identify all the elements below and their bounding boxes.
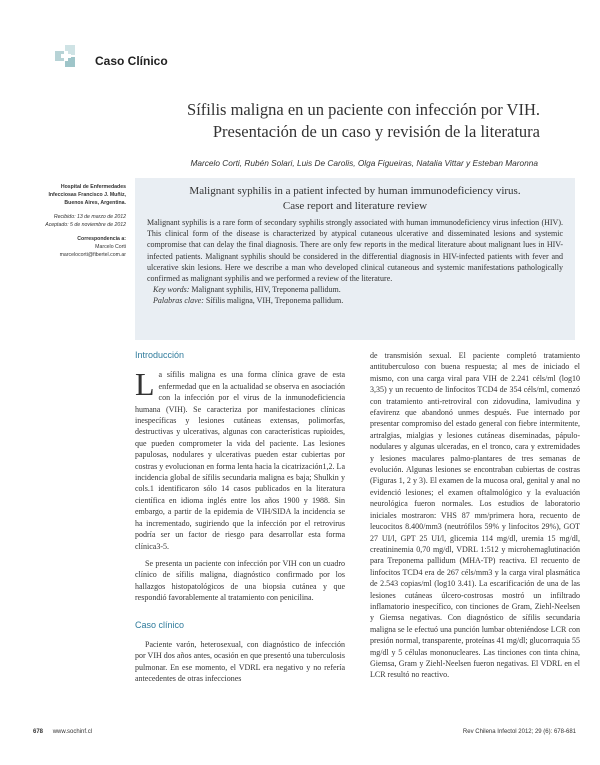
article-title-line2: Presentación de un caso y revisión de la literatura: [212, 122, 540, 141]
article-title: [150, 99, 540, 143]
right-column: [370, 350, 580, 687]
abstract-title-line1: Malignant syphilis in a patient infected by human immunodeficiency virus.: [189, 185, 521, 197]
footer-left: [33, 729, 92, 735]
correspondence-label: Correspondencia a:: [77, 236, 126, 242]
intro-paragraph-1: [135, 366, 345, 552]
accepted-date: Aceptado: 5 de noviembre de 2012: [45, 222, 126, 228]
author-list: Marcelo Corti, Rubén Solari, Luis De Carolis, Olga Figueiras, Natalia Vittar y Esteban Maronna: [190, 158, 538, 168]
case-heading: Caso clínico: [135, 619, 185, 630]
correspondence-email[interactable]: marcelocorti@fibertel.com.ar: [59, 252, 126, 258]
case-paragraph-1: Paciente varón, heterosexual, con diagnóstico de infección por VIH dos años antes, ocasión en que presentó una tuberculosis pulmonar. En ese momento, el VDRL era negativo y no refería antecedentes de otras infecciones: [135, 639, 345, 684]
intro-heading: Introducción: [135, 350, 185, 360]
affiliation-line1: Hospital de Enfermedades: [60, 184, 126, 190]
footer-citation: Rev Chilena Infectol 2012; 29 (6): 678-681: [462, 729, 576, 735]
website-link[interactable]: www.sochinf.cl: [52, 729, 93, 735]
affiliation-line3: Buenos Aires, Argentina.: [64, 200, 126, 206]
palabras-line: [147, 295, 563, 306]
palabras: Sífilis maligna, VIH, Treponema pallidum.: [205, 296, 344, 306]
received-date: Recibido: 13 de marzo de 2012: [53, 214, 126, 220]
dropcap: L: [135, 366, 155, 403]
keywords: Malignant syphilis, HIV, Treponema pallidum.: [191, 285, 341, 295]
abstract-box: [135, 178, 575, 340]
abstract-body: Malignant syphilis is a rare form of secondary syphilis strongly associated with human immunodeficiency virus infection (HIV). This clinical form of the disease is characterized by atypical cutaneous ulcerative and disseminated lesions and systemic compromise that can delay the final diagnosis. There are only few reports in the medical literature about malignant lues in HIV-infected patients. Malignant syphilis should be considered in the differential diagnosis in HIV-infected patients with fever and ulcerative skin lesions. Here we describe a man who developed clinical cutaneous and systemic manifestations pathologically confirmed as malignant syphilis and we performed a review of the literature.: [147, 218, 563, 284]
intro-paragraph-2: Se presenta un paciente con infección por VIH con un cuadro clínico de sífilis maligna, diagnóstico confirmado por los hallazgos histopatológicos de una biopsia cutánea y que respondió favorablemente al tratamiento con penicilina.: [135, 558, 345, 603]
article-title-line1: Sífilis maligna en un paciente con infección por VIH.: [187, 100, 540, 119]
left-column: [135, 350, 345, 691]
case-paragraph-continued: de transmisión sexual. El paciente completó tratamiento antituberculoso con buena respuesta; al mes de iniciado el mismo, con una carga viral para VIH de 2.241 céls/ml (log10 3,35) y un recuento de linfocitos TCD4 de 354 céls/ml, comenzó con tratamiento anti-retroviral con zidovudina, lamivudina y efavirenz que abandonó unmes después. Fue internado por presentar compromiso del estado general con fiebre intermitente, artralgias, mialgias y lesiones cutáneas diseminadas, pápulo-nodulares y algunas ulceradas, en el tronco, cara y extremidades y lesiones maculares palmo-plantares de tres semanas de evolución. Algunas lesiones se encontraban cubiertas de costras (Figuras 1, 2 y 3). El examen de la mucosa oral, genital y anal no evidenció lesiones; el examen oftalmológico y la evaluación neurológica fueron normales. Los estudios de laboratorio iniciales mostraron: VHS 87 mm/primera hora, recuento de leucocitos 8.400/mm3 (neutrófilos 59% y linfocitos 29%), GOT 27 UI/l, GPT 25 UI/l, glicemia 114 mg/dl, uremia 15 mg/dl, creatininemia 0,70 mg/dl, VDRL 1:512 y microhemaglutinación para Treponema pallidum (MHA-TP) reactiva. El recuento de linfocitos TCD4 era de 267 céls/mm3 y la carga viral plasmática de 2.543 copias/ml (log10 3.41). La escarificación de una de las lesiones cutáneas úlcero-costrosas mostró un infiltrado inflamatorio inespecífico, con tinciones de Gram, Ziehl-Neelsen y Giemsa negativas. Con diagnóstico de sífilis secundaria maligna se le efectuó una punción lumbar obteniéndose LCR con presión normal, transparente, proteínas 41 mg/dl; glucorraquia 55 mg/dl y 5 células mononucleares. Las tinciones con tinta china, Giemsa, Gram y Ziehl-Neelsen fueron negativas. El VDRL en el LCR resultó no reactivo.: [370, 351, 580, 680]
abstract-title: [147, 184, 563, 214]
affiliation-line2: Infecciosas Francisco J. Muñiz,: [48, 192, 126, 198]
journal-logo-icon: [55, 45, 77, 67]
palabras-label: Palabras clave:: [153, 296, 204, 306]
intro-paragraph-1-text: a sífilis maligna es una forma clínica grave de esta enfermedad que en la actualidad se observa en asociación con la infección por el virus de la inmunodeficiencia humana (VIH). Se caracteriza por manifestaciones clínicas inespecíficas y lesiones cutáneas extensas, polimorfas, destructivas y ulcerativas, algunas con características rupioides, que pueden comprometer la vida del paciente. Las lesiones papulosas, nodulares y ulcerativas pueden estar cubiertas por costras y evolucionan en forma lenta hacia la cicatrización1,2. La incidencia global de sífilis secundaria maligna es baja; Shulkin y cols.1 identificaron sólo 14 casos publicados en la literatura científica en idioma inglés entre los años 1900 y 1988. Sin embargo, a partir de la epidemia de VIH/SIDA la incidencia se ha incrementado, sugiriendo que la infección por el retrovirus podría ser un factor de riesgo para desarrollar esta forma clínica3-5.: [135, 370, 345, 551]
keywords-label: Key words:: [153, 285, 190, 295]
affiliation-block: [30, 183, 126, 259]
abstract-title-line2: Case report and literature review: [282, 200, 428, 212]
page-number: 678: [33, 729, 44, 735]
correspondence-name: Marcelo Corti: [95, 244, 126, 250]
keywords-line: [147, 284, 563, 295]
section-label: Caso Clínico: [95, 54, 168, 68]
